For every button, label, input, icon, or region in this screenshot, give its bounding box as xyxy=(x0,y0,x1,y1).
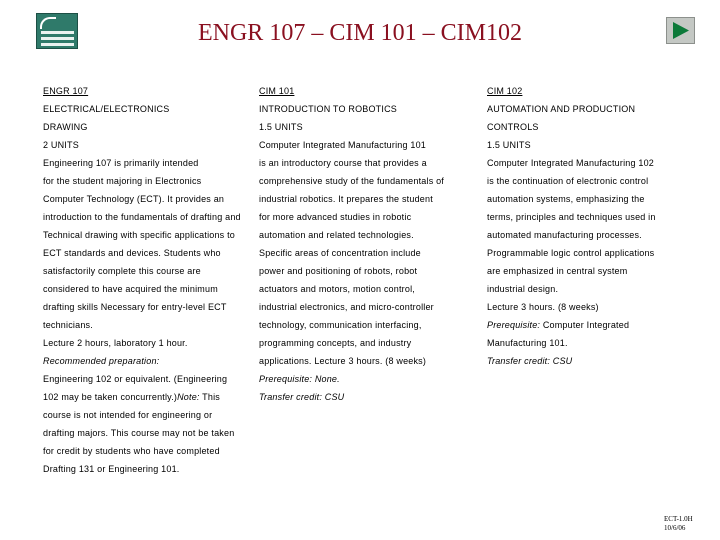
cim101-desc-line: industrial electronics, and micro-controller xyxy=(259,302,434,312)
cim101-units: 1.5 UNITS xyxy=(259,122,303,132)
engr107-lecture-hours: Lecture 2 hours, laboratory 1 hour. xyxy=(43,338,188,348)
engr107-desc-line: for credit by students who have completed xyxy=(43,446,220,456)
cim101-desc-line: comprehensive study of the fundamentals of xyxy=(259,176,445,186)
cim102-prerequisite-line xyxy=(487,316,712,334)
cim102-prerequisite-value: Computer Integrated xyxy=(540,320,630,330)
cim102-desc-line: industrial design. xyxy=(487,284,559,294)
cim101-prerequisite-label: Prerequisite: xyxy=(259,374,313,384)
engr107-course-code: ENGR 107 xyxy=(43,86,89,96)
cim101-desc-line: Computer Integrated Manufacturing 101 xyxy=(259,140,426,150)
engr107-recommended-label: Recommended preparation: xyxy=(43,356,160,366)
cim102-prerequisite-label: Prerequisite: xyxy=(487,320,541,330)
cim102-desc-line: terms, principles and techniques used in xyxy=(487,212,656,222)
cim102-lecture-hours: Lecture 3 hours. (8 weeks) xyxy=(487,302,599,312)
engr107-title-line1: ELECTRICAL/ELECTRONICS xyxy=(43,104,170,114)
engr107-desc-line: considered to have acquired the minimum xyxy=(43,284,218,294)
cim101-prerequisite-line xyxy=(259,370,481,388)
engr107-desc-line: course is not intended for engineering or xyxy=(43,410,213,420)
engr107-desc-line: Drafting 131 or Engineering 101. xyxy=(43,464,180,474)
cim101-desc-line: is an introductory course that provides a xyxy=(259,158,427,168)
engr107-note-text: This xyxy=(199,392,220,402)
footer-id: ECT-1.0H xyxy=(664,515,693,523)
cim101-desc-line: actuators and motors, motion control, xyxy=(259,284,415,294)
cim101-desc-line: power and positioning of robots, robot xyxy=(259,266,418,276)
engr107-note-line xyxy=(43,388,255,406)
cim101-column xyxy=(259,82,481,406)
engr107-desc-line: Technical drawing with specific applications to xyxy=(43,230,235,240)
cim102-desc-line: automation systems, emphasizing the xyxy=(487,194,645,204)
cim101-course-code: CIM 101 xyxy=(259,86,295,96)
cim102-desc-line: automated manufacturing processes. xyxy=(487,230,642,240)
play-arrow-icon xyxy=(672,21,690,40)
engr107-units: 2 UNITS xyxy=(43,140,79,150)
page-title: ENGR 107 – CIM 101 – CIM102 xyxy=(197,20,522,46)
cim101-desc-line: technology, communication interfacing, xyxy=(259,320,422,330)
engr107-desc-line: technicians. xyxy=(43,320,93,330)
engr107-desc-line: introduction to the fundamentals of drafting and xyxy=(43,212,241,222)
footer-code xyxy=(664,515,708,533)
engr107-desc-line: ECT standards and devices. Students who xyxy=(43,248,221,258)
cim102-desc-line: Computer Integrated Manufacturing 102 xyxy=(487,158,654,168)
cim102-title-line1: AUTOMATION AND PRODUCTION xyxy=(487,104,636,114)
cim101-title: INTRODUCTION TO ROBOTICS xyxy=(259,104,397,114)
cim102-course-code: CIM 102 xyxy=(487,86,523,96)
cim101-lecture-hours: applications. Lecture 3 hours. (8 weeks) xyxy=(259,356,427,366)
footer-date: 10/6/06 xyxy=(664,524,686,532)
next-slide-button[interactable] xyxy=(666,17,695,44)
engr107-desc-line: satisfactorily complete this course are xyxy=(43,266,201,276)
cim101-desc-line: Specific areas of concentration include xyxy=(259,248,421,258)
cim102-desc-line: Programmable logic control applications xyxy=(487,248,655,258)
engr107-desc-line: drafting skills Necessary for entry-level ECT xyxy=(43,302,227,312)
cim101-transfer-credit: Transfer credit: CSU xyxy=(259,392,345,402)
cim102-desc-line: are emphasized in central system xyxy=(487,266,628,276)
engr107-desc-line: drafting majors. This course may not be taken xyxy=(43,428,235,438)
engr107-concurrent-text: 102 may be taken concurrently.) xyxy=(43,392,178,402)
engr107-desc-line: for the student majoring in Electronics xyxy=(43,176,202,186)
cim101-prerequisite-value: None. xyxy=(312,374,340,384)
engr107-column xyxy=(43,82,255,478)
cim101-desc-line: automation and related technologies. xyxy=(259,230,414,240)
cim102-units: 1.5 UNITS xyxy=(487,140,531,150)
cim102-title-line2: CONTROLS xyxy=(487,122,539,132)
cim101-desc-line: for more advanced studies in robotic xyxy=(259,212,412,222)
cim101-desc-line: programming concepts, and industry xyxy=(259,338,412,348)
cim102-transfer-credit: Transfer credit: CSU xyxy=(487,356,573,366)
cim102-prerequisite-cont: Manufacturing 101. xyxy=(487,338,568,348)
engr107-title-line2: DRAWING xyxy=(43,122,88,132)
engr107-desc-line: Computer Technology (ECT). It provides an xyxy=(43,194,225,204)
cim102-column xyxy=(487,82,712,370)
cim101-desc-line: industrial robotics. It prepares the student xyxy=(259,194,433,204)
cim102-desc-line: is the continuation of electronic control xyxy=(487,176,649,186)
engr107-desc-line: Engineering 102 or equivalent. (Engineering xyxy=(43,374,228,384)
engr107-desc-line: Engineering 107 is primarily intended xyxy=(43,158,199,168)
engr107-note-label: Note: xyxy=(177,392,200,402)
